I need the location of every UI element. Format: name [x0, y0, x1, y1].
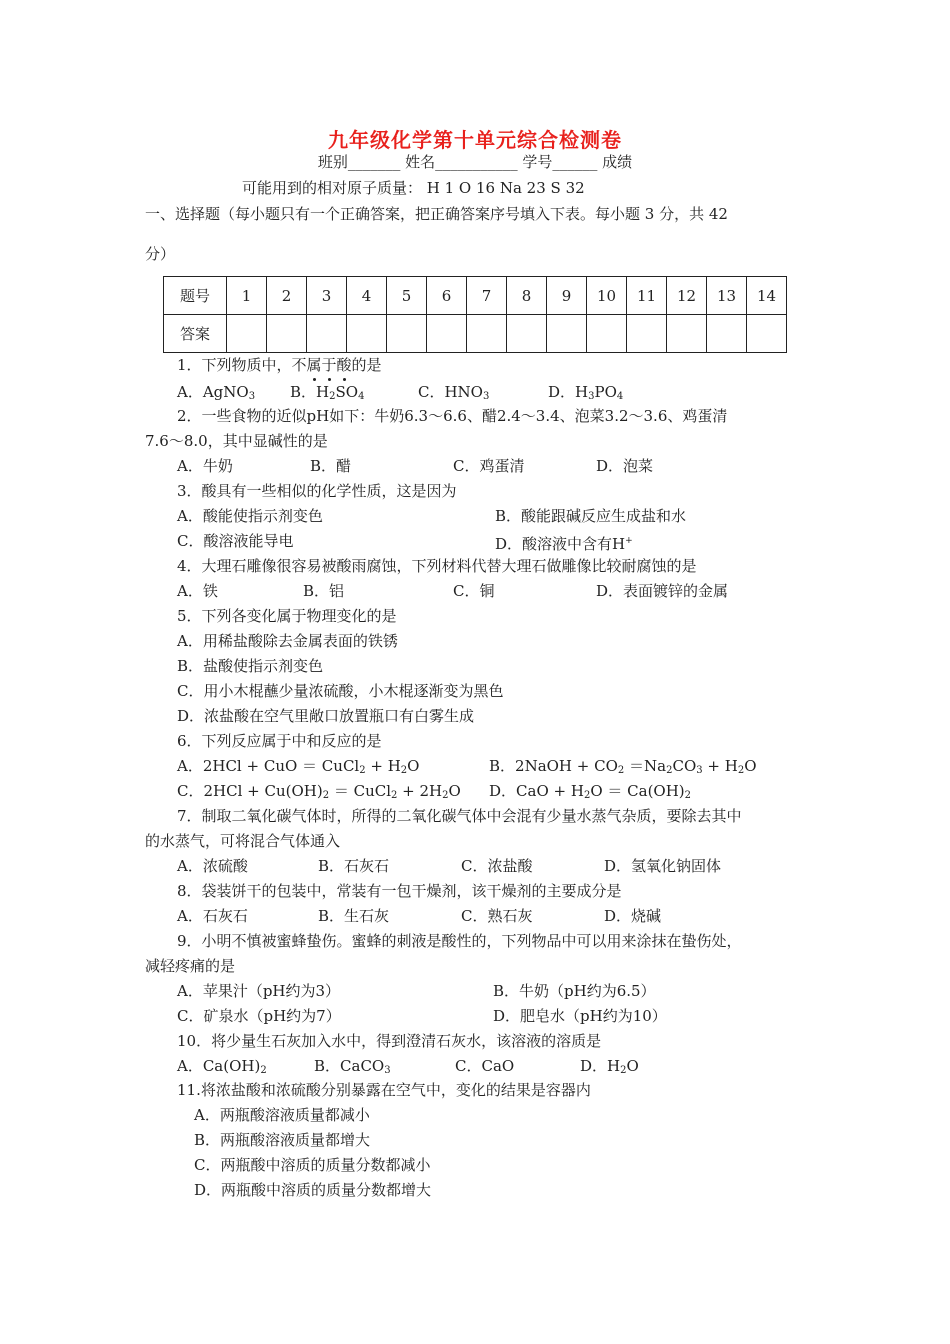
option-b: B．生石灰: [318, 907, 390, 925]
answer-table: [163, 276, 787, 353]
option-c: C．矿泉水（pH约为7）: [177, 1007, 341, 1025]
question-9-stem: 9．小明不慎被蜜蜂蛰伤。蜜蜂的刺液是酸性的，下列物品中可以用来涂抹在蛰伤处，: [177, 932, 742, 950]
question-11-stem: 11.将浓盐酸和浓硫酸分别暴露在空气中，变化的结果是容器内: [177, 1081, 591, 1099]
answer-cell[interactable]: [747, 315, 787, 353]
option-b: B．盐酸使指示剂变色: [177, 657, 324, 675]
question-number: 5: [387, 277, 427, 315]
question-number: 10: [587, 277, 627, 315]
question-number: 9: [547, 277, 587, 315]
question-number: 11: [627, 277, 667, 315]
option-c: C．两瓶酸中溶质的质量分数都减小: [194, 1156, 431, 1174]
option-d: D．氢氧化钠固体: [604, 857, 722, 875]
answer-cell[interactable]: [307, 315, 347, 353]
option-d: D．肥皂水（pH约为10）: [493, 1007, 667, 1025]
option-d: D．CaO + $H_2O = Ca(OH)_2$: [489, 782, 692, 801]
question-number: 4: [347, 277, 387, 315]
question-number: 13: [707, 277, 747, 315]
question-6-stem: 6．下列反应属于中和反应的是: [177, 732, 382, 750]
page-title: 九年级化学第十单元综合检测卷: [328, 128, 622, 152]
option-a: A．酸能使指示剂变色: [177, 507, 323, 525]
row-label: 题号: [164, 277, 227, 315]
question-number: 2: [267, 277, 307, 315]
answer-cell[interactable]: [227, 315, 267, 353]
emphasis-dot: [343, 378, 346, 381]
option-a: A．浓硫酸: [177, 857, 248, 875]
option-d: D．$H_2O$: [580, 1057, 639, 1076]
option-b: B．牛奶（pH约为6.5）: [493, 982, 656, 1000]
option-c: C．铜: [453, 582, 495, 600]
option-b: B．两瓶酸溶液质量都增大: [194, 1131, 371, 1149]
option-d: D．$H_3PO_4$: [548, 383, 624, 402]
emphasis-dot: [328, 378, 331, 381]
option-b: B．酸能跟碱反应生成盐和水: [495, 507, 687, 525]
option-c: C．用小木棍蘸少量浓硫酸，小木棍逐渐变为黑色: [177, 682, 504, 700]
option-d: D．酸溶液中含有H+: [495, 535, 633, 553]
question-10-stem: 10．将少量生石灰加入水中，得到澄清石灰水，该溶液的溶质是: [177, 1032, 602, 1050]
option-c: C．熟石灰: [461, 907, 533, 925]
option-d: D．浓盐酸在空气里敞口放置瓶口有白雾生成: [177, 707, 475, 725]
question-number: 3: [307, 277, 347, 315]
option-b: B．石灰石: [318, 857, 390, 875]
question-5-stem: 5．下列各变化属于物理变化的是: [177, 607, 397, 625]
option-c: C．酸溶液能导电: [177, 532, 294, 550]
question-2-stem: 2．一些食物的近似pH如下：牛奶6.3～6.6、醋2.4～3.4、泡菜3.2～3.6、鸡蛋清: [177, 407, 728, 425]
option-c: C．$HNO_3$: [418, 383, 490, 402]
question-7-stem-cont: 的水蒸气，可将混合气体通入: [145, 832, 341, 850]
option-d: D．两瓶酸中溶质的质量分数都增大: [194, 1181, 432, 1199]
answer-cell[interactable]: [667, 315, 707, 353]
answer-cell[interactable]: [387, 315, 427, 353]
option-b: B．$H_2SO_4$: [290, 383, 365, 402]
option-d: D．烧碱: [604, 907, 662, 925]
option-a: A．铁: [177, 582, 218, 600]
answer-cell[interactable]: [547, 315, 587, 353]
question-8-stem: 8．袋装饼干的包装中，常装有一包干燥剂，该干燥剂的主要成分是: [177, 882, 622, 900]
question-1-stem: 1．下列物质中，不属于酸的是: [177, 356, 382, 374]
option-a: A．AgNO$_3$: [177, 383, 256, 402]
row-label: 答案: [164, 315, 227, 353]
answer-cell[interactable]: [347, 315, 387, 353]
question-number: 7: [467, 277, 507, 315]
section-heading-cont: 分）: [145, 245, 176, 263]
option-b: B．醋: [310, 457, 352, 475]
question-2-stem-cont: 7.6～8.0，其中显碱性的是: [145, 432, 328, 450]
option-b: B．2NaOH + $CO_2 =Na_2CO_3 + H_2O$: [489, 757, 757, 776]
answer-cell[interactable]: [587, 315, 627, 353]
question-number: 8: [507, 277, 547, 315]
answer-cell[interactable]: [427, 315, 467, 353]
option-d: D．表面镀锌的金属: [596, 582, 729, 600]
question-number: 14: [747, 277, 787, 315]
option-c: C．CaO: [455, 1057, 515, 1075]
question-9-stem-cont: 减轻疼痛的是: [145, 957, 236, 975]
option-a: A．石灰石: [177, 907, 248, 925]
emphasis-dot: [313, 378, 316, 381]
answer-cell[interactable]: [627, 315, 667, 353]
answer-cell[interactable]: [707, 315, 747, 353]
option-a: A．两瓶酸溶液质量都减小: [194, 1106, 370, 1124]
question-number: 12: [667, 277, 707, 315]
answer-cell[interactable]: [267, 315, 307, 353]
option-a: A．牛奶: [177, 457, 233, 475]
question-3-stem: 3．酸具有一些相似的化学性质，这是因为: [177, 482, 457, 500]
option-a: A．2HCl + CuO ＝ CuCl$_2$ + $H_2O$: [177, 757, 420, 776]
option-b: B．铝: [303, 582, 345, 600]
student-info-line: 班别_______ 姓名___________ 学号______ 成绩: [317, 153, 633, 171]
answer-cell[interactable]: [467, 315, 507, 353]
option-a: A．用稀盐酸除去金属表面的铁锈: [177, 632, 398, 650]
question-number-row: [164, 277, 787, 315]
option-b: B．CaCO$_3$: [314, 1057, 391, 1076]
section-heading: 一、选择题（每小题只有一个正确答案，把正确答案序号填入下表。每小题 3 分，共 42: [145, 205, 728, 223]
option-c: C．$2HCl + Cu(OH)_2$ ＝ CuCl$_2$ + $2H_2O$: [177, 782, 461, 801]
atomic-masses-line: 可能用到的相对原子质量： H 1 O 16 Na 23 S 32: [242, 179, 585, 197]
answer-cell[interactable]: [507, 315, 547, 353]
option-c: C．浓盐酸: [461, 857, 533, 875]
question-4-stem: 4．大理石雕像很容易被酸雨腐蚀，下列材料代替大理石做雕像比较耐腐蚀的是: [177, 557, 697, 575]
option-c: C．鸡蛋清: [453, 457, 525, 475]
option-a: A．$Ca(OH)_2$: [177, 1057, 267, 1076]
question-number: 1: [227, 277, 267, 315]
question-7-stem: 7．制取二氧化碳气体时，所得的二氧化碳气体中会混有少量水蒸气杂质，要除去其中: [177, 807, 742, 825]
question-number: 6: [427, 277, 467, 315]
option-d: D．泡菜: [596, 457, 654, 475]
answer-row: [164, 315, 787, 353]
option-a: A．苹果汁（pH约为3）: [177, 982, 341, 1000]
